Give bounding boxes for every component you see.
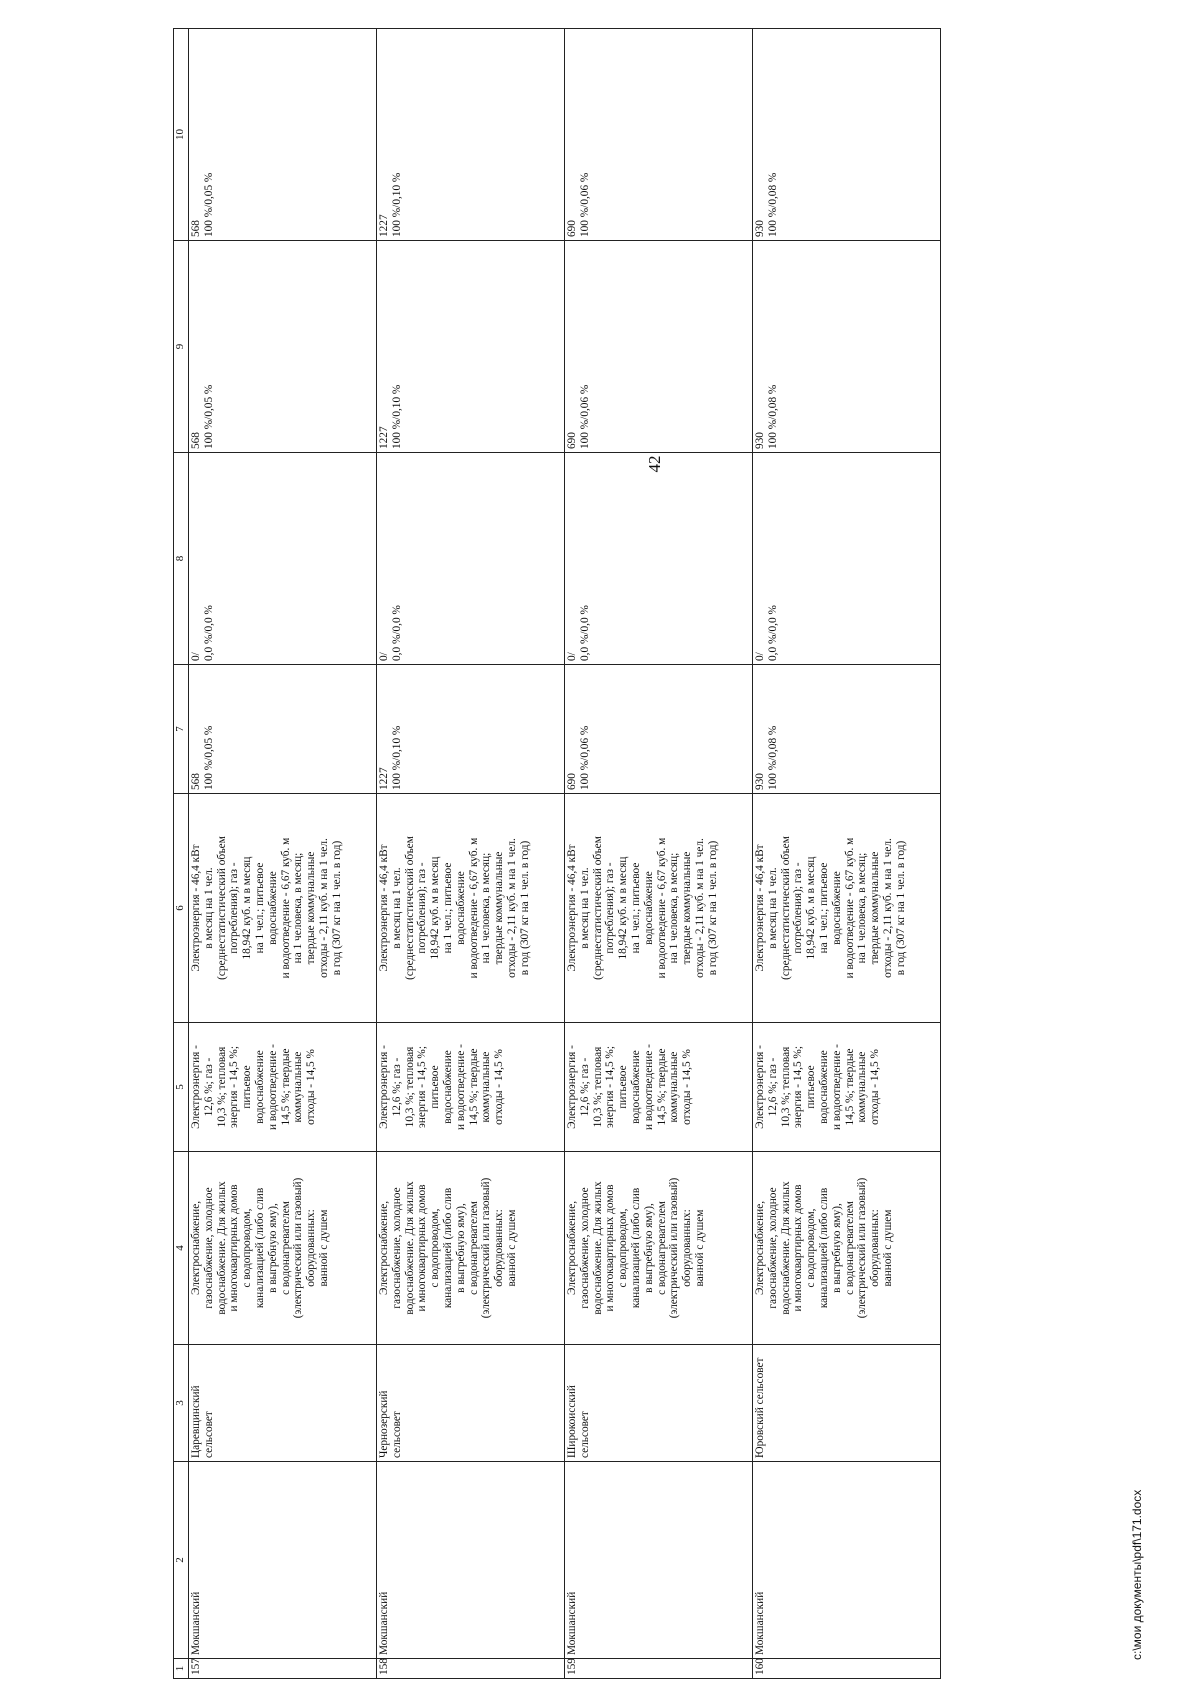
table-row <box>753 29 941 1679</box>
column-number: 4 <box>174 1152 189 1345</box>
value-cell-8: 0/ 0,0 %/0,0 % <box>753 453 941 665</box>
shares-cell: Электроэнергия - 12,6 %; газ - 10,3 %; тепловая энергия - 14,5 %; питьевое водоснабжение и водоотведение - 14,5 %; твердые коммунальные отходы - 14,5 % <box>565 1023 753 1152</box>
shares-cell: Электроэнергия - 12,6 %; газ - 10,3 %; тепловая энергия - 14,5 %; питьевое водоснабжение и водоотведение - 14,5 %; твердые коммунальные отходы - 14,5 % <box>377 1023 565 1152</box>
value-cell-9: 930 100 %/0,08 % <box>753 241 941 453</box>
norms-cell: Электроэнергия - 46,4 кВт в месяц на 1 чел. (среднестатистический объем потребления); газ - 18,942 куб. м в месяц на 1 чел.; питьевое водоснабжение и водоотведение - 6,67 куб. м на 1 человека, в месяц; твердые коммунальные отходы - 2,11 куб. м на 1 чел. в год (307 кг на 1 чел. в год) <box>377 794 565 1023</box>
page-number: 42 <box>645 455 664 473</box>
value-cell-10: 568 100 %/0,05 % <box>189 29 377 241</box>
norms-cell: Электроэнергия - 46,4 кВт в месяц на 1 чел. (среднестатистический объем потребления); газ - 18,942 куб. м в месяц на 1 чел.; питьевое водоснабжение и водоотведение - 6,67 куб. м на 1 человека, в месяц; твердые коммунальные отходы - 2,11 куб. м на 1 чел. в год (307 кг на 1 чел. в год) <box>565 794 753 1023</box>
value-cell-8: 0/ 0,0 %/0,0 % <box>565 453 753 665</box>
table-row <box>189 29 377 1679</box>
value-cell-8: 0/ 0,0 %/0,0 % <box>377 453 565 665</box>
council-cell: Юровский сельсовет <box>753 1345 941 1462</box>
district-cell: Мокшанский <box>377 1462 565 1659</box>
row-number: 157 <box>189 1659 377 1679</box>
value-cell-10: 930 100 %/0,08 % <box>753 29 941 241</box>
column-number: 3 <box>174 1345 189 1462</box>
row-number: 160 <box>753 1659 941 1679</box>
value-cell-7: 568 100 %/0,05 % <box>189 665 377 794</box>
rotated-table-wrapper <box>173 29 941 1679</box>
value-cell-10: 690 100 %/0,06 % <box>565 29 753 241</box>
value-cell-7: 1227 100 %/0,10 % <box>377 665 565 794</box>
column-number: 6 <box>174 794 189 1023</box>
services-cell: Электроснабжение, газоснабжение, холодное водоснабжение. Для жилых и многоквартирных домов с водопроводом, канализацией (либо слив в выгребную яму), с водонагревателем (электрический или газовый) оборудованных: ванной с душем <box>565 1152 753 1345</box>
norms-cell: Электроэнергия - 46,4 кВт в месяц на 1 чел. (среднестатистический объем потребления); газ - 18,942 куб. м в месяц на 1 чел.; питьевое водоснабжение и водоотведение - 6,67 куб. м на 1 человека, в месяц; твердые коммунальные отходы - 2,11 куб. м на 1 чел. в год (307 кг на 1 чел. в год) <box>189 794 377 1023</box>
council-cell: Чернозерский сельсовет <box>377 1345 565 1462</box>
value-cell-10: 1227 100 %/0,10 % <box>377 29 565 241</box>
table-row <box>565 29 753 1679</box>
value-cell-9: 1227 100 %/0,10 % <box>377 241 565 453</box>
value-cell-8: 0/ 0,0 %/0,0 % <box>189 453 377 665</box>
column-number: 9 <box>174 241 189 453</box>
services-cell: Электроснабжение, газоснабжение, холодное водоснабжение. Для жилых и многоквартирных домов с водопроводом, канализацией (либо слив в выгребную яму), с водонагревателем (электрический или газовый) оборудованных: ванной с душем <box>753 1152 941 1345</box>
column-number: 1 <box>174 1659 189 1679</box>
row-number: 158 <box>377 1659 565 1679</box>
services-cell: Электроснабжение, газоснабжение, холодное водоснабжение. Для жилых и многоквартирных домов с водопроводом, канализацией (либо слив в выгребную яму), с водонагревателем (электрический или газовый) оборудованных: ванной с душем <box>189 1152 377 1345</box>
column-number: 8 <box>174 453 189 665</box>
tariff-table <box>173 28 941 1679</box>
district-cell: Мокшанский <box>189 1462 377 1659</box>
value-cell-9: 690 100 %/0,06 % <box>565 241 753 453</box>
norms-cell: Электроэнергия - 46,4 кВт в месяц на 1 чел. (среднестатистический объем потребления); газ - 18,942 куб. м в месяц на 1 чел.; питьевое водоснабжение и водоотведение - 6,67 куб. м на 1 человека, в месяц; твердые коммунальные отходы - 2,11 куб. м на 1 чел. в год (307 кг на 1 чел. в год) <box>753 794 941 1023</box>
column-number: 5 <box>174 1023 189 1152</box>
column-number: 10 <box>174 29 189 241</box>
value-cell-7: 690 100 %/0,06 % <box>565 665 753 794</box>
shares-cell: Электроэнергия - 12,6 %; газ - 10,3 %; тепловая энергия - 14,5 %; питьевое водоснабжение и водоотведение - 14,5 %; твердые коммунальные отходы - 14,5 % <box>753 1023 941 1152</box>
council-cell: Широкоисский сельсовет <box>565 1345 753 1462</box>
value-cell-7: 930 100 %/0,08 % <box>753 665 941 794</box>
table-row <box>377 29 565 1679</box>
district-cell: Мокшанский <box>565 1462 753 1659</box>
value-cell-9: 568 100 %/0,05 % <box>189 241 377 453</box>
district-cell: Мокшанский <box>753 1462 941 1659</box>
column-number-row <box>174 29 189 1679</box>
row-number: 159 <box>565 1659 753 1679</box>
council-cell: Царевщинский сельсовет <box>189 1345 377 1462</box>
column-number: 7 <box>174 665 189 794</box>
shares-cell: Электроэнергия - 12,6 %; газ - 10,3 %; тепловая энергия - 14,5 %; питьевое водоснабжение и водоотведение - 14,5 %; твердые коммунальные отходы - 14,5 % <box>189 1023 377 1152</box>
footer-file-path: c:\мои документы\pdf\171.docx <box>1130 1489 1144 1660</box>
services-cell: Электроснабжение, газоснабжение, холодное водоснабжение. Для жилых и многоквартирных домов с водопроводом, канализацией (либо слив в выгребную яму), с водонагревателем (электрический или газовый) оборудованных: ванной с душем <box>377 1152 565 1345</box>
column-number: 2 <box>174 1462 189 1659</box>
